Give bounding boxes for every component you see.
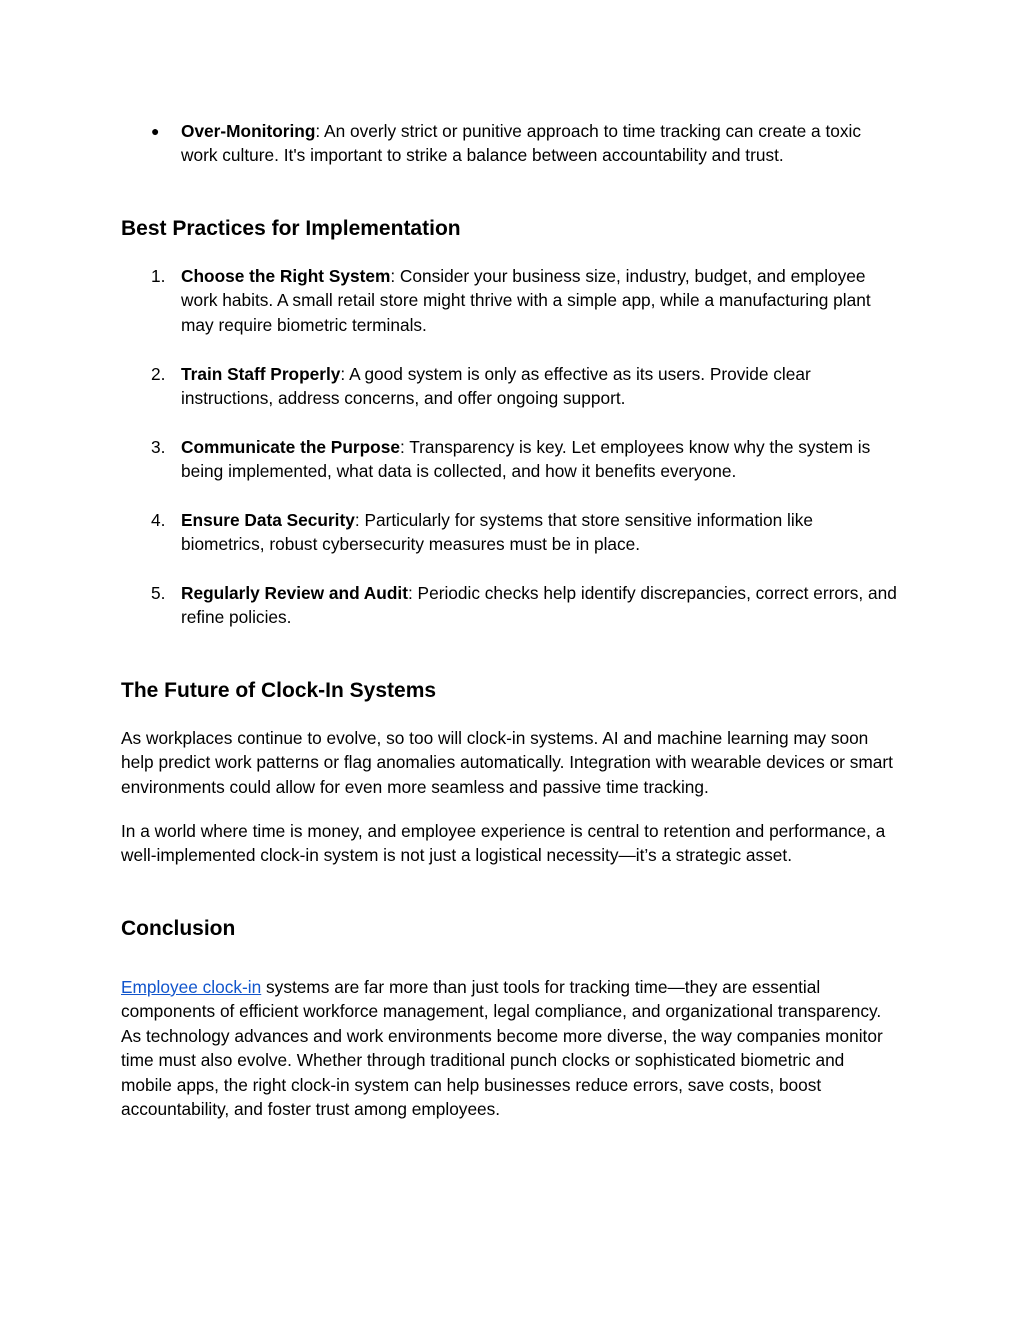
list-item-title: Ensure Data Security [181,510,355,530]
list-item-text [181,264,901,337]
list-item-text [181,435,901,484]
paragraph-future-1: As workplaces continue to evolve, so too will clock-in systems. AI and machine learning may soon help predict work patterns or flag anomalies automatically. Integration with wearable devices or smart environments could allow for even more seamless and passive time tracking. [121,728,893,797]
list-item-body: : Transparency is key. Let employees know why the system is being implemented, what data is collected, and how it benefits everyone. [181,437,871,482]
paragraph-conclusion-body: systems are far more than just tools for tracking time—they are essential components of efficient workforce management, legal compliance, and organizational transparency. As technology advances and work environments become more diverse, the way companies monitor time must also evolve. Whether through traditional punch clocks or sophisticated biometric and mobile apps, the right clock-in system can help businesses reduce errors, save costs, boost accountability, and foster trust among employees. [121,977,883,1120]
list-item-number: 3. [151,437,166,457]
list-item-body: : Consider your business size, industry, budget, and employee work habits. A small retail store might thrive with a simple app, while a manufacturing plant may require biometric terminals. [181,266,871,335]
section-heading-best-practices: Best Practices for Implementation [121,217,461,240]
list-item-title: Choose the Right System [181,266,391,286]
list-item-title: Regularly Review and Audit [181,583,408,603]
list-item-title: Train Staff Properly [181,364,341,384]
employee-clock-in-link[interactable]: Employee clock-in [121,977,262,997]
list-item-number: 4. [151,510,166,530]
list-item-body: : A good system is only as effective as its users. Provide clear instructions, address concerns, and offer ongoing support. [181,364,811,409]
list-item-body: : Particularly for systems that store sensitive information like biometrics, robust cybersecurity measures must be in place. [181,510,813,555]
list-item-text [181,581,901,630]
list-item-title: Over-Monitoring [181,121,316,141]
section-heading-future: The Future of Clock-In Systems [121,679,437,702]
paragraph-future-2: In a world where time is money, and employee experience is central to retention and performance, a well-implemented clock-in system is not just a logistical necessity—it’s a strategic asset. [121,821,886,866]
list-item-text [181,362,901,411]
paragraph-conclusion [121,975,896,1121]
section-heading-conclusion: Conclusion [121,917,236,940]
list-item-text [181,119,901,168]
list-item-number: 5. [151,583,166,603]
bullet-icon: ● [151,123,160,139]
list-item-number: 1. [151,266,166,286]
list-item-body: : Periodic checks help identify discrepancies, correct errors, and refine policies. [181,583,897,628]
list-item-title: Communicate the Purpose [181,437,400,457]
list-item-text [181,508,901,557]
list-item-number: 2. [151,364,166,384]
list-item-body: : An overly strict or punitive approach to time tracking can create a toxic work culture. It's important to strike a balance between accountability and trust. [181,121,861,166]
